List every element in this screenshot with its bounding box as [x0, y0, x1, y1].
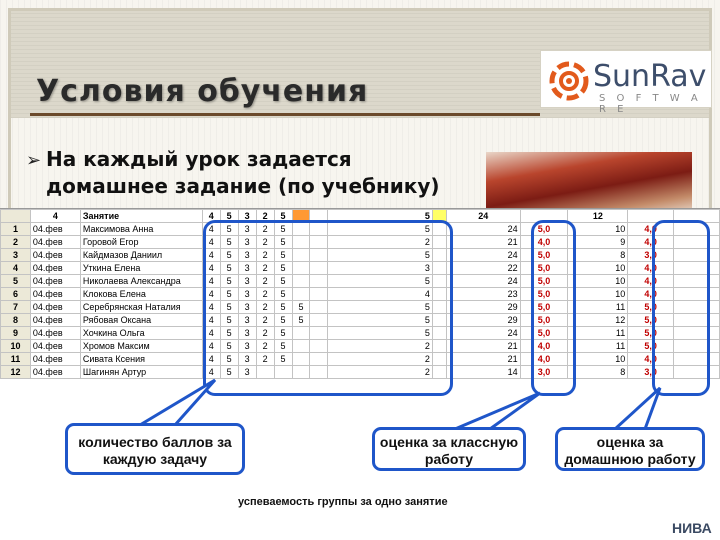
task-score-cell: 2 [256, 301, 274, 314]
row-number-cell: 4 [1, 262, 31, 275]
task-score-cell: 3 [238, 301, 256, 314]
task-score-cell: 3 [238, 340, 256, 353]
bullet-arrow-icon: ➢ [26, 150, 42, 171]
header-score-cell: 4 [202, 210, 220, 223]
homework-grade-cell: 3,0 [628, 366, 674, 379]
task-score-cell: 5 [274, 314, 292, 327]
date-cell: 04.фев [30, 236, 80, 249]
class-max-cell: 2 [328, 340, 433, 353]
task-score-cell: 2 [256, 249, 274, 262]
header-score-cell: 5 [220, 210, 238, 223]
student-name-cell: Кайдмазов Даниил [80, 249, 202, 262]
sun-logo-icon [549, 61, 589, 101]
homework-points-cell: 9 [568, 236, 628, 249]
task-score-cell: 5 [274, 353, 292, 366]
classwork-grade-cell: 4,0 [520, 236, 568, 249]
total-cell: 24 [446, 223, 520, 236]
homework-grade-cell: 4,0 [628, 353, 674, 366]
date-cell: 04.фев [30, 262, 80, 275]
scores-highlight-box [203, 220, 453, 396]
task-score-cell: 3 [238, 327, 256, 340]
header-count-cell: 4 [30, 210, 80, 223]
task-score-cell: 2 [256, 314, 274, 327]
task-score-cell: 3 [238, 314, 256, 327]
total-cell: 29 [446, 301, 520, 314]
task-score-cell: 5 [292, 301, 310, 314]
task-score-cell: 4 [202, 275, 220, 288]
header-label-cell: Занятие [80, 210, 202, 223]
student-name-cell: Сивата Ксения [80, 353, 202, 366]
task-score-cell: 5 [274, 223, 292, 236]
homework-points-cell: 10 [568, 353, 628, 366]
task-score-cell: 2 [256, 223, 274, 236]
date-cell: 04.фев [30, 366, 80, 379]
callout-scores [65, 423, 245, 475]
sunrav-logo [540, 50, 712, 115]
homework-points-cell: 10 [568, 275, 628, 288]
task-score-cell: 2 [256, 236, 274, 249]
total-cell: 21 [446, 353, 520, 366]
task-score-cell: 4 [202, 223, 220, 236]
date-cell: 04.фев [30, 353, 80, 366]
homework-points-cell: 10 [568, 288, 628, 301]
total-cell: 21 [446, 340, 520, 353]
class-max-cell: 3 [328, 262, 433, 275]
task-score-cell: 2 [256, 327, 274, 340]
class-max-cell: 2 [328, 353, 433, 366]
task-score-cell: 5 [274, 327, 292, 340]
row-number-cell: 7 [1, 301, 31, 314]
homework-grade-cell: 5,0 [628, 327, 674, 340]
logo-subtitle: S O F T W A R E [599, 93, 702, 115]
homework-grade-cell: 4,0 [628, 288, 674, 301]
header-classmax-cell: 5 [328, 210, 433, 223]
task-score-cell: 5 [274, 340, 292, 353]
task-score-cell: 5 [220, 288, 238, 301]
student-name-cell: Серебрянская Наталия [80, 301, 202, 314]
row-number-cell: 12 [1, 366, 31, 379]
classwork-grade-cell: 5,0 [520, 223, 568, 236]
task-score-cell: 4 [202, 340, 220, 353]
row-number-cell: 2 [1, 236, 31, 249]
homework-points-cell: 8 [568, 249, 628, 262]
classwork-grade-cell: 4,0 [520, 340, 568, 353]
classwork-grade-cell: 5,0 [520, 275, 568, 288]
header-score-cell: 3 [238, 210, 256, 223]
row-number-cell: 9 [1, 327, 31, 340]
class-max-cell: 5 [328, 275, 433, 288]
homework-points-cell: 11 [568, 340, 628, 353]
row-number-cell: 6 [1, 288, 31, 301]
classwork-grade-cell: 5,0 [520, 288, 568, 301]
class-max-cell: 5 [328, 314, 433, 327]
task-score-cell: 2 [256, 275, 274, 288]
total-cell: 24 [446, 275, 520, 288]
header-rownum-cell [1, 210, 31, 223]
task-score-cell: 2 [256, 288, 274, 301]
task-score-cell: 5 [220, 275, 238, 288]
task-score-cell: 2 [256, 262, 274, 275]
homework-points-cell: 11 [568, 327, 628, 340]
task-score-cell: 5 [220, 249, 238, 262]
callout-scores-text: количество баллов за каждую задачу [78, 434, 232, 467]
callout-homework-text: оценка за домашнюю работу [564, 434, 696, 467]
slide-title: Условия обучения [36, 74, 369, 109]
classwork-grade-highlight-box [531, 220, 576, 396]
header-total-cell: 24 [446, 210, 520, 223]
header-hw-cell: 12 [568, 210, 628, 223]
task-score-cell: 4 [202, 314, 220, 327]
classwork-grade-cell: 4,0 [520, 353, 568, 366]
table-caption: успеваемость группы за одно занятие [238, 496, 448, 508]
task-score-cell: 4 [202, 301, 220, 314]
classwork-grade-cell: 5,0 [520, 314, 568, 327]
task-score-cell: 5 [292, 314, 310, 327]
date-cell: 04.фев [30, 275, 80, 288]
class-max-cell: 5 [328, 301, 433, 314]
task-score-cell: 4 [202, 327, 220, 340]
date-cell: 04.фев [30, 223, 80, 236]
task-score-cell: 5 [274, 249, 292, 262]
books-image [486, 152, 692, 216]
header-score-cell: 5 [274, 210, 292, 223]
task-score-cell: 5 [220, 353, 238, 366]
date-cell: 04.фев [30, 327, 80, 340]
task-score-cell: 2 [256, 353, 274, 366]
task-score-cell: 5 [220, 327, 238, 340]
total-cell: 24 [446, 249, 520, 262]
student-name-cell: Рябовая Оксана [80, 314, 202, 327]
row-number-cell: 8 [1, 314, 31, 327]
callout-classwork-text: оценка за классную работу [379, 434, 519, 467]
classwork-grade-cell: 5,0 [520, 262, 568, 275]
task-score-cell: 4 [202, 249, 220, 262]
total-cell: 22 [446, 262, 520, 275]
student-name-cell: Шагинян Артур [80, 366, 202, 379]
task-score-cell: 2 [256, 340, 274, 353]
callout-homework [555, 427, 705, 471]
row-number-cell: 3 [1, 249, 31, 262]
date-cell: 04.фев [30, 340, 80, 353]
row-number-cell: 11 [1, 353, 31, 366]
logo-name: SunRav [593, 59, 707, 94]
class-max-cell: 4 [328, 288, 433, 301]
task-score-cell: 3 [238, 249, 256, 262]
task-score-cell: 4 [202, 288, 220, 301]
callout-classwork [372, 427, 526, 471]
task-score-cell: 3 [238, 288, 256, 301]
class-max-cell: 2 [328, 366, 433, 379]
task-score-cell: 3 [238, 366, 256, 379]
task-score-cell: 5 [274, 236, 292, 249]
task-score-cell: 5 [220, 366, 238, 379]
student-name-cell: Клокова Елена [80, 288, 202, 301]
total-cell: 24 [446, 327, 520, 340]
homework-grade-highlight-box [652, 220, 710, 396]
task-score-cell: 5 [220, 340, 238, 353]
date-cell: 04.фев [30, 249, 80, 262]
homework-points-cell: 12 [568, 314, 628, 327]
classwork-grade-cell: 5,0 [520, 301, 568, 314]
task-score-cell: 5 [274, 275, 292, 288]
task-score-cell: 5 [220, 262, 238, 275]
row-number-cell: 1 [1, 223, 31, 236]
task-score-cell: 4 [202, 262, 220, 275]
niva-logo: НИВА [672, 520, 712, 536]
student-name-cell: Уткина Елена [80, 262, 202, 275]
class-max-cell: 5 [328, 249, 433, 262]
homework-grade-cell: 5,0 [628, 314, 674, 327]
date-cell: 04.фев [30, 288, 80, 301]
classwork-grade-cell: 5,0 [520, 327, 568, 340]
total-cell: 29 [446, 314, 520, 327]
total-cell: 21 [446, 236, 520, 249]
class-max-cell: 2 [328, 236, 433, 249]
task-score-cell: 5 [220, 314, 238, 327]
task-score-cell: 4 [202, 366, 220, 379]
homework-points-cell: 11 [568, 301, 628, 314]
student-name-cell: Хромов Максим [80, 340, 202, 353]
header-score-cell: 2 [256, 210, 274, 223]
total-cell: 14 [446, 366, 520, 379]
task-score-cell: 3 [238, 262, 256, 275]
date-cell: 04.фев [30, 314, 80, 327]
homework-grade-cell: 3,0 [628, 249, 674, 262]
homework-grade-cell: 5,0 [628, 301, 674, 314]
student-name-cell: Хочкина Ольга [80, 327, 202, 340]
task-score-cell: 5 [220, 301, 238, 314]
task-score-cell: 4 [202, 353, 220, 366]
homework-points-cell: 8 [568, 366, 628, 379]
title-underline [30, 113, 540, 116]
task-score-cell: 3 [238, 353, 256, 366]
task-score-cell: 5 [220, 236, 238, 249]
student-name-cell: Горовой Егор [80, 236, 202, 249]
row-number-cell: 5 [1, 275, 31, 288]
student-name-cell: Максимова Анна [80, 223, 202, 236]
task-score-cell: 5 [220, 223, 238, 236]
task-score-cell: 3 [238, 275, 256, 288]
student-name-cell: Николаева Александра [80, 275, 202, 288]
homework-grade-cell: 4,0 [628, 236, 674, 249]
task-score-cell: 5 [274, 301, 292, 314]
bullet-text: На каждый урок задается домашнее задание (по учебнику) [46, 147, 440, 198]
homework-grade-cell: 4,0 [628, 262, 674, 275]
classwork-grade-cell: 3,0 [520, 366, 568, 379]
homework-grade-cell: 4,0 [628, 223, 674, 236]
homework-points-cell: 10 [568, 262, 628, 275]
total-cell: 23 [446, 288, 520, 301]
class-max-cell: 5 [328, 327, 433, 340]
homework-points-cell: 10 [568, 223, 628, 236]
task-score-cell: 5 [274, 262, 292, 275]
homework-grade-cell: 4,0 [628, 275, 674, 288]
row-number-cell: 10 [1, 340, 31, 353]
task-score-cell: 3 [238, 236, 256, 249]
class-max-cell: 5 [328, 223, 433, 236]
task-score-cell: 5 [274, 288, 292, 301]
task-score-cell: 4 [202, 236, 220, 249]
homework-grade-cell: 5,0 [628, 340, 674, 353]
classwork-grade-cell: 5,0 [520, 249, 568, 262]
date-cell: 04.фев [30, 301, 80, 314]
task-score-cell: 3 [238, 223, 256, 236]
